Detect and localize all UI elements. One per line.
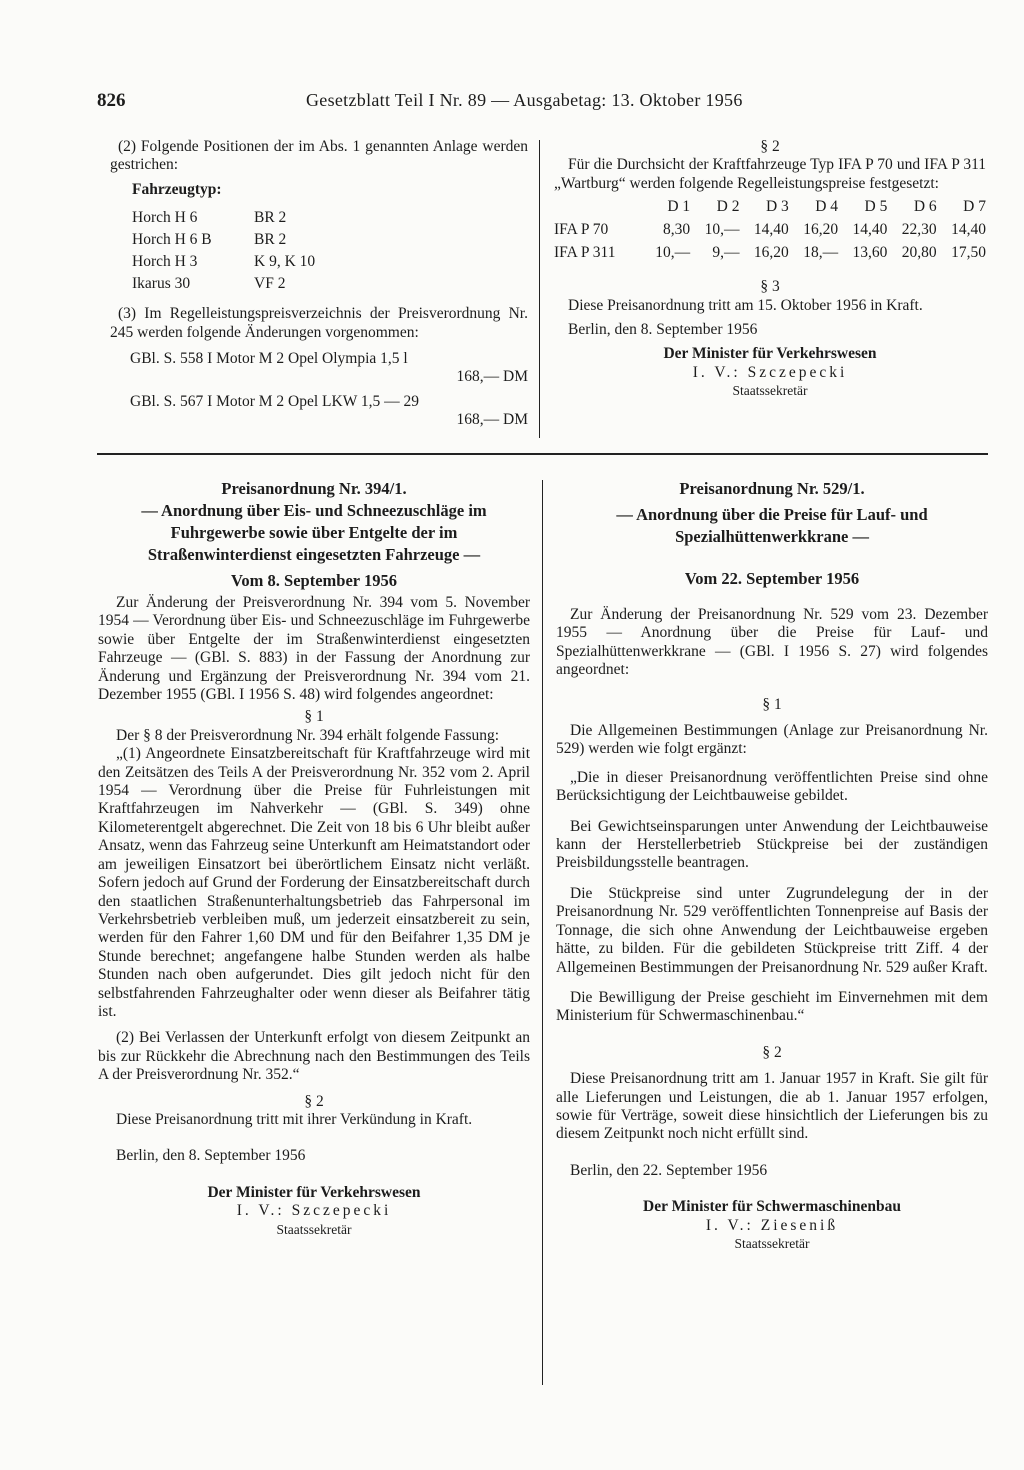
- table-cell: 13,60: [852, 244, 888, 262]
- section-3-text: Diese Preisanordnung tritt am 15. Oktober 1956 in Kraft.: [568, 296, 923, 314]
- table-row: [554, 218, 986, 241]
- section-3-heading: § 3: [760, 278, 780, 296]
- section-2-text: Diese Preisanordnung tritt mit ihrer Verkündung in Kraft.: [116, 1110, 473, 1128]
- date-line: Berlin, den 22. September 1956: [570, 1161, 768, 1179]
- table-cell: IFA P 70: [554, 221, 609, 239]
- vehicle-row: [132, 273, 528, 295]
- table-header: D 3: [765, 198, 789, 216]
- table-cell: 20,80: [901, 244, 937, 262]
- date-line: Berlin, den 8. September 1956: [116, 1147, 306, 1165]
- minister-title: Der Minister für Schwermaschinenbau: [643, 1198, 901, 1216]
- quote-paragraph: Bei Gewichtseinsparungen unter Anwendung der Leichtbauweise kann der Herstellerbetrieb Stückpreise bei der zuständigen Preisbildungsstelle beantragen.: [556, 817, 988, 872]
- table-cell: 22,30: [901, 221, 937, 239]
- table-header: [554, 195, 641, 218]
- table-header: D 2: [716, 198, 740, 216]
- top-right-section: [554, 138, 986, 401]
- top-left-section: [110, 138, 528, 430]
- signer-title: Staatssekretär: [732, 383, 808, 399]
- horizontal-divider: [97, 453, 988, 455]
- intro: Zur Änderung der Preisanordnung Nr. 529 vom 23. Dezember 1955 — Anordnung über die Preise für Lauf- und Spezialhüttenwerkkrane — (GBl. I 1956 S. 27) wird folgendes angeordnet:: [556, 606, 988, 679]
- section-2-text: Diese Preisanordnung tritt am 1. Januar 1957 in Kraft. Sie gilt für alle Lieferungen und Leistungen, die ab 1. Januar 1957 erfolgen, sowie für Verträge, soweit diese hinsichtlich der Lieferungen bis zu diesem Zeitpunkt noch nicht erfüllt sind.: [556, 1070, 988, 1143]
- table-cell: 10,—: [655, 244, 691, 262]
- quote-paragraph: Die Stückpreise sind unter Zugrundelegung der in der Preisanordnung Nr. 529 veröffentlichten Tonnenpreise auf Basis der Tonnage, die sich ohne Anwendung der Leichtbauweise ergeben hätte, zu bilden. Für die gebildeten Stückpreise tritt Ziff. 4 der Allgemeinen Bestimmungen der Preisanordnung Nr. 529 außer Kraft.: [556, 884, 988, 976]
- vehicle-name: Horch H 6: [132, 209, 198, 227]
- section-1-text: Die Allgemeinen Bestimmungen (Anlage zur Preisanordnung Nr. 529) werden wie folgt ergänzt:: [556, 722, 988, 758]
- table-cell: 10,—: [704, 221, 740, 239]
- page-number: 826: [97, 90, 126, 111]
- column-divider-top: [539, 140, 540, 438]
- vehicle-code: BR 2: [254, 209, 287, 227]
- vehicle-code: VF 2: [254, 275, 286, 293]
- table-header: D 1: [667, 198, 691, 216]
- section-2-heading: § 2: [762, 1043, 782, 1061]
- section-2-heading: § 2: [760, 138, 780, 155]
- vehicle-row: [132, 207, 528, 229]
- signer-title: Staatssekretär: [276, 1221, 352, 1237]
- vehicle-name: Ikarus 30: [132, 275, 191, 293]
- section-1-quote: „(1) Angeordnete Einsatzbereitschaft für Kraftfahrzeuge wird mit den Zeitsätzen des Teils A der Preisverordnung Nr. 352 vom 2. April 1954 — Verordnung über die Preise für Fuhrleistungen mit Kraftfahrzeugen im Nahverkehr — (GBl. S. 349) ohne Kilometerentgelt abgerechnet. Die Zeit von 18 bis 6 Uhr bleibt außer Ansatz, wenn das Fahrzeug seine Unterkunft am Heimatstandort oder am jeweiligen Einsatzort bei überörtlichem Einsatz nicht verläßt. Sofern jedoch auf Grund der Forderung der Einsatzbereitschaft durch den staatlichen Straßenunterhaltungsbetrieb das Fahrpersonal im Verkehrsbetrieb verbleiben muß, um jederzeit einsatzbereit zu sein, werden für den Fahrer 1,60 DM und für den Beifahrer 1,35 DM je Stunde berechnet; angefangene halbe Stunden werden als halbe Stunden nach oben aufgerundet. Dies gilt jedoch nicht für den selbstfahrenden Fahrzeughalter oder wenn dieser als Beifahrer tätig ist.: [98, 745, 530, 1020]
- section-2-text: Für die Durchsicht der Kraftfahrzeuge Typ IFA P 70 und IFA P 311 „Wartburg“ werden folgende Regelleistungspreise festgesetzt:: [554, 156, 986, 192]
- table-cell: 14,40: [951, 221, 986, 239]
- page-header: [97, 90, 957, 120]
- para-2-intro: (2) Folgende Positionen der im Abs. 1 genannten Anlage werden gestrichen:: [110, 138, 528, 174]
- table-header: D 7: [963, 198, 986, 216]
- signer: I. V.: Ziesenіß: [705, 1216, 839, 1234]
- order-title: Preisanordnung Nr. 394/1.: [221, 479, 407, 498]
- table-cell: 17,50: [951, 244, 986, 262]
- minister-title: Der Minister für Verkehrswesen: [663, 345, 877, 363]
- entry-2: GBl. S. 567 I Motor M 2 Opel LKW 1,5 — 29: [130, 392, 420, 410]
- signer-title: Staatssekretär: [734, 1235, 810, 1251]
- section-1-heading: § 1: [304, 708, 324, 726]
- table-header: D 6: [913, 198, 937, 216]
- table-cell: 8,30: [663, 221, 691, 239]
- fahrzeugtyp-label: Fahrzeugtyp:: [132, 180, 222, 198]
- left-section: [98, 478, 530, 1239]
- price-table: [554, 195, 986, 264]
- signer: I. V.: Szczepecki: [236, 1202, 392, 1220]
- order-date: Vom 8. September 1956: [231, 571, 397, 590]
- entry-2-price: 168,— DM: [456, 411, 528, 429]
- vehicle-list: [132, 207, 528, 295]
- vehicle-row: [132, 229, 528, 251]
- right-section: [556, 478, 988, 1253]
- table-header-row: [554, 195, 986, 218]
- order-title: Preisanordnung Nr. 529/1.: [679, 479, 865, 498]
- section-2-heading: § 2: [304, 1092, 324, 1110]
- header-title: Gesetzblatt Teil I Nr. 89 — Ausgabetag: 13. Oktober 1956: [306, 90, 743, 110]
- vehicle-row: [132, 251, 528, 273]
- entry-1: GBl. S. 558 I Motor M 2 Opel Olympia 1,5 l: [130, 350, 408, 368]
- signer: I. V.: Szczepecki: [692, 363, 848, 381]
- table-cell: 16,20: [753, 244, 789, 262]
- table-cell: 14,40: [753, 221, 789, 239]
- table-cell: 9,—: [712, 244, 740, 262]
- table-header: D 5: [864, 198, 888, 216]
- vehicle-name: Horch H 3: [132, 253, 198, 271]
- table-cell: 14,40: [852, 221, 888, 239]
- minister-title: Der Minister für Verkehrswesen: [207, 1183, 421, 1201]
- order-subtitle: — Anordnung über Eis- und Schneezuschläge im Fuhrgewerbe sowie über Entgelte der im Straßenwinterdienst eingesetzten Fahrzeuge —: [141, 501, 487, 564]
- vehicle-name: Horch H 6 B: [132, 231, 212, 249]
- section-1-text: Der § 8 der Preisverordnung Nr. 394 erhält folgende Fassung:: [116, 726, 500, 744]
- table-cell: IFA P 311: [554, 244, 616, 262]
- para-3: (3) Im Regelleistungspreisverzeichnis der Preisverordnung Nr. 245 werden folgende Änderungen vorgenommen:: [110, 305, 528, 341]
- quote-paragraph: Die Bewilligung der Preise geschieht im Einvernehmen mit dem Ministerium für Schwermaschinenbau.“: [556, 988, 988, 1025]
- section-1-heading: § 1: [762, 695, 782, 713]
- table-cell: 16,20: [803, 221, 839, 239]
- intro: Zur Änderung der Preisverordnung Nr. 394 vom 5. November 1954 — Verordnung über Eis- und Schneezuschläge im Fuhrgewerbe sowie über Entgelte der im Straßenwinterdienst eingesetzten Fahrzeuge — (GBl. S. 883) in der Fassung der Anordnung zur Änderung und Ergänzung der Preisverordnung Nr. 394 vom 21. Dezember 1955 (GBl. I 1956 S. 48) wird folgendes angeordnet:: [98, 594, 530, 704]
- table-header: D 4: [815, 198, 839, 216]
- vehicle-code: K 9, K 10: [254, 253, 316, 271]
- table-cell: 18,—: [803, 244, 839, 262]
- column-divider-bottom: [542, 480, 543, 1385]
- table-row: [554, 241, 986, 264]
- entry-1-price: 168,— DM: [456, 368, 528, 386]
- quote-paragraph: „Die in dieser Preisanordnung veröffentlichten Preise sind ohne Berücksichtigung der Leichtbauweise gebildet.: [556, 768, 988, 805]
- order-subtitle: — Anordnung über die Preise für Lauf- und Spezialhüttenwerkkrane —: [616, 505, 928, 546]
- order-date: Vom 22. September 1956: [684, 569, 860, 588]
- date-line: Berlin, den 8. September 1956: [568, 321, 758, 339]
- vehicle-code: BR 2: [254, 231, 287, 249]
- section-1-quote-2: (2) Bei Verlassen der Unterkunft erfolgt von diesem Zeitpunkt an bis zur Rückkehr die Abrechnung nach den Bestimmungen des Teils A der Preisverordnung Nr. 352.“: [98, 1029, 530, 1084]
